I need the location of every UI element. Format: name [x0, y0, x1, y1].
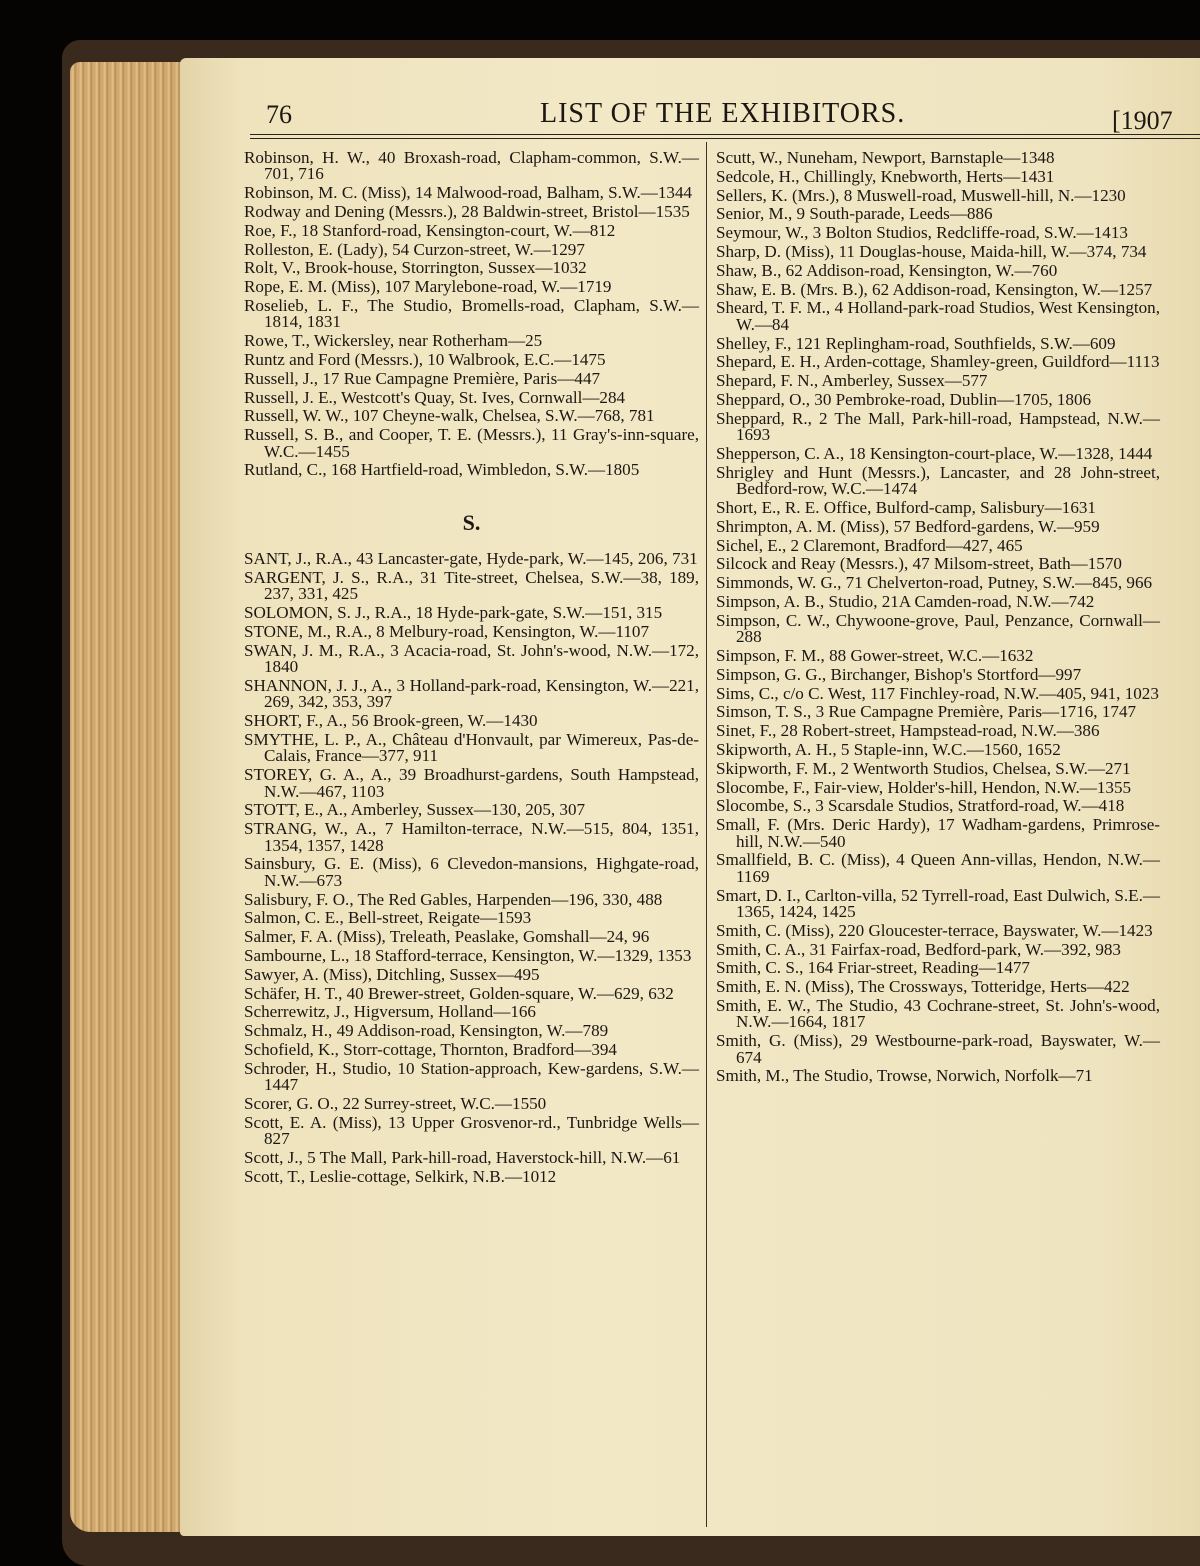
exhibitor-entry: SWAN, J. M., R.A., 3 Acacia-road, St. John's-wood, N.W.—172, 1840 — [244, 640, 699, 677]
exhibitor-entry: Sawyer, A. (Miss), Ditchling, Sussex—495 — [244, 964, 540, 984]
page-number: 76 — [266, 100, 292, 129]
exhibitor-entry: Russell, S. B., and Cooper, T. E. (Messrs.), 11 Gray's-inn-square, W.C.—1455 — [244, 425, 699, 461]
exhibitor-entry: Simpson, G. G., Birchanger, Bishop's Stortford—997 — [716, 664, 1082, 684]
exhibitor-entry: Smart, D. I., Carlton-villa, 52 Tyrrell-road, East Dulwich, S.E.—1365, 1424, 1425 — [716, 885, 1160, 921]
column-divider — [706, 142, 707, 1527]
exhibitor-entry: Schroder, H., Studio, 10 Station-approach, Kew-gardens, S.W.—1447 — [244, 1058, 699, 1095]
exhibitor-entry: Smallfield, B. C. (Miss), 4 Queen Ann-villas, Hendon, N.W.—1169 — [716, 850, 1160, 886]
exhibitor-entry: Sheard, T. F. M., 4 Holland-park-road Studios, West Kensington, W.—84 — [716, 298, 1160, 334]
exhibitor-entry: Skipworth, F. M., 2 Wentworth Studios, Chelsea, S.W.—271 — [716, 758, 1131, 778]
exhibitor-entry: Shepard, E. H., Arden-cottage, Shamley-green, Guildford—1113 — [716, 352, 1160, 372]
exhibitor-entry: Schofield, K., Storr-cottage, Thornton, Bradford—394 — [244, 1039, 617, 1059]
exhibitor-entry: SANT, J., R.A., 43 Lancaster-gate, Hyde-park, W.—145, 206, 731 — [244, 549, 698, 569]
exhibitor-entry: Schäfer, H. T., 40 Brewer-street, Golden-square, W.—629, 632 — [244, 983, 674, 1003]
exhibitor-entry: STRANG, W., A., 7 Hamilton-terrace, N.W.—515, 804, 1351, 1354, 1357, 1428 — [244, 819, 699, 855]
exhibitor-entry: Rolt, V., Brook-house, Storrington, Sussex—1032 — [244, 258, 587, 278]
exhibitor-entry: Sedcole, H., Chillingly, Knebworth, Herts—1431 — [716, 166, 1055, 186]
exhibitor-entry: Russell, J. E., Westcott's Quay, St. Ives, Cornwall—284 — [244, 387, 626, 407]
exhibitor-entry: Simson, T. S., 3 Rue Campagne Première, Paris—1716, 1747 — [716, 702, 1137, 722]
section-letter: S. — [462, 509, 481, 535]
exhibitor-entry: Slocombe, S., 3 Scarsdale Studios, Stratford-road, W.—418 — [716, 796, 1125, 816]
exhibitor-entry: SHORT, F., A., 56 Brook-green, W.—1430 — [244, 711, 538, 731]
exhibitor-entry: Shaw, E. B. (Mrs. B.), 62 Addison-road, Kensington, W.—1257 — [716, 279, 1153, 299]
exhibitor-entry: Sims, C., c/o C. West, 117 Finchley-road, N.W.—405, 941, 1023 — [716, 683, 1159, 703]
exhibitor-entry: Shrimpton, A. M. (Miss), 57 Bedford-gardens, W.—959 — [716, 516, 1100, 536]
exhibitor-entry: Robinson, M. C. (Miss), 14 Malwood-road, Balham, S.W.—1344 — [244, 183, 693, 203]
exhibitor-entry: Shelley, F., 121 Replingham-road, Southfields, S.W.—609 — [716, 333, 1116, 353]
exhibitor-entry: Schmalz, H., 49 Addison-road, Kensington, W.—789 — [244, 1021, 609, 1041]
exhibitor-entry: Skipworth, A. H., 5 Staple-inn, W.C.—1560, 1652 — [716, 739, 1061, 759]
exhibitor-entry: Smith, M., The Studio, Trowse, Norwich, Norfolk—71 — [716, 1066, 1093, 1086]
exhibitor-entry: Rutland, C., 168 Hartfield-road, Wimbledon, S.W.—1805 — [244, 460, 640, 480]
exhibitor-entry: Scherrewitz, J., Higversum, Holland—166 — [244, 1002, 536, 1022]
exhibitor-entry: Salisbury, F. O., The Red Gables, Harpenden—196, 330, 488 — [244, 889, 663, 909]
exhibitor-entry: Slocombe, F., Fair-view, Holder's-hill, Hendon, N.W.—1355 — [716, 777, 1132, 797]
exhibitor-entry: Simpson, C. W., Chywoone-grove, Paul, Penzance, Cornwall—288 — [716, 610, 1160, 647]
exhibitor-entry: Rolleston, E. (Lady), 54 Curzon-street, W.—1297 — [244, 239, 585, 259]
exhibitor-entry: Scott, E. A. (Miss), 13 Upper Grosvenor-rd., Tunbridge Wells—827 — [244, 1112, 699, 1149]
exhibitor-entry: Sainsbury, G. E. (Miss), 6 Clevedon-mansions, Highgate-road, N.W.—673 — [244, 854, 699, 890]
exhibitor-entry: Short, E., R. E. Office, Bulford-camp, Salisbury—1631 — [716, 497, 1096, 517]
exhibitor-entry: Sichel, E., 2 Claremont, Bradford—427, 465 — [716, 535, 1023, 555]
page-header — [180, 58, 1200, 138]
book-page — [180, 58, 1200, 1536]
exhibitor-entry: Simmonds, W. G., 71 Chelverton-road, Putney, S.W.—845, 966 — [716, 573, 1153, 593]
exhibitor-entry: Scorer, G. O., 22 Surrey-street, W.C.—1550 — [244, 1093, 547, 1113]
exhibitor-entry: Shaw, B., 62 Addison-road, Kensington, W.—760 — [716, 260, 1058, 280]
exhibitor-entry: SARGENT, J. S., R.A., 31 Tite-street, Chelsea, S.W.—38, 189, 237, 331, 425 — [244, 567, 699, 604]
exhibitor-entry: Smith, C. S., 164 Friar-street, Reading—1477 — [716, 958, 1030, 978]
entry-list-r — [244, 150, 699, 479]
exhibitor-entry: Salmer, F. A. (Miss), Treleath, Peaslake, Gomshall—24, 96 — [244, 927, 650, 947]
exhibitor-entry: Simpson, F. M., 88 Gower-street, W.C.—1632 — [716, 645, 1034, 665]
exhibitor-entry: Shrigley and Hunt (Messrs.), Lancaster, and 28 John-street, Bedford-row, W.C.—1474 — [716, 462, 1160, 499]
exhibitor-entry: Senior, M., 9 South-parade, Leeds—886 — [716, 204, 993, 224]
exhibitor-entry: STOREY, G. A., A., 39 Broadhurst-gardens, South Hampstead, N.W.—467, 1103 — [244, 765, 699, 801]
exhibitor-entry: Scott, T., Leslie-cottage, Selkirk, N.B.—1012 — [244, 1166, 557, 1186]
exhibitor-entry: Small, F. (Mrs. Deric Hardy), 17 Wadham-gardens, Primrose-hill, N.W.—540 — [716, 815, 1160, 851]
page-year: [1907 — [1112, 106, 1173, 135]
exhibitor-entry: Russell, W. W., 107 Cheyne-walk, Chelsea, S.W.—768, 781 — [244, 406, 655, 426]
entry-list-s — [244, 551, 699, 1185]
exhibitor-entry: Simpson, A. B., Studio, 21A Camden-road, N.W.—742 — [716, 591, 1095, 611]
exhibitor-entry: Roselieb, L. F., The Studio, Bromells-road, Clapham, S.W.—1814, 1831 — [244, 295, 699, 332]
page-title: LIST OF THE EXHIBITORS. — [540, 98, 906, 129]
exhibitor-entry: Sharp, D. (Miss), 11 Douglas-house, Maida-hill, W.—374, 734 — [716, 241, 1147, 261]
exhibitor-entry: SMYTHE, L. P., A., Château d'Honvault, par Wimereux, Pas-de-Calais, France—377, 911 — [244, 729, 699, 766]
exhibitor-entry: Rope, E. M. (Miss), 107 Marylebone-road, W.—1719 — [244, 277, 612, 297]
exhibitor-entry: Shepard, F. N., Amberley, Sussex—577 — [716, 371, 988, 391]
header-rule — [250, 138, 1200, 139]
exhibitor-entry: Smith, E. W., The Studio, 43 Cochrane-street, St. John's-wood, N.W.—1664, 1817 — [716, 995, 1160, 1032]
exhibitor-entry: Russell, J., 17 Rue Campagne Première, Paris—447 — [244, 368, 601, 388]
exhibitor-entry: Smith, C. A., 31 Fairfax-road, Bedford-park, W.—392, 983 — [716, 939, 1121, 959]
exhibitor-entry: STOTT, E., A., Amberley, Sussex—130, 205, 307 — [244, 800, 586, 820]
exhibitor-entry: Silcock and Reay (Messrs.), 47 Milsom-street, Bath—1570 — [716, 554, 1122, 574]
exhibitor-entry: Salmon, C. E., Bell-street, Reigate—1593 — [244, 908, 532, 928]
exhibitor-entry: Runtz and Ford (Messrs.), 10 Walbrook, E.C.—1475 — [244, 349, 606, 369]
exhibitor-entry: Sheppard, O., 30 Pembroke-road, Dublin—1705, 1806 — [716, 389, 1092, 409]
exhibitor-entry: Rodway and Dening (Messrs.), 28 Baldwin-street, Bristol—1535 — [244, 202, 690, 221]
left-column — [244, 150, 699, 1188]
exhibitor-entry: Scutt, W., Nuneham, Newport, Barnstaple—1348 — [716, 148, 1055, 167]
exhibitor-entry: Scott, J., 5 The Mall, Park-hill-road, Haverstock-hill, N.W.—61 — [244, 1147, 681, 1167]
exhibitor-entry: SOLOMON, S. J., R.A., 18 Hyde-park-gate, S.W.—151, 315 — [244, 603, 663, 623]
exhibitor-entry: SHANNON, J. J., A., 3 Holland-park-road, Kensington, W.—221, 269, 342, 353, 397 — [244, 675, 699, 712]
exhibitor-entry: Sellers, K. (Mrs.), 8 Muswell-road, Muswell-hill, N.—1230 — [716, 185, 1126, 205]
exhibitor-entry: Smith, G. (Miss), 29 Westbourne-park-road, Bayswater, W.—674 — [716, 1031, 1160, 1067]
entry-list-s-continued — [716, 150, 1160, 1085]
exhibitor-entry: Seymour, W., 3 Bolton Studios, Redcliffe-road, S.W.—1413 — [716, 223, 1128, 243]
exhibitor-entry: Smith, E. N. (Miss), The Crossways, Totteridge, Herts—422 — [716, 977, 1130, 997]
exhibitor-entry: Robinson, H. W., 40 Broxash-road, Clapham-common, S.W.—701, 716 — [244, 148, 699, 184]
exhibitor-entry: Rowe, T., Wickersley, near Rotherham—25 — [244, 331, 543, 351]
exhibitor-entry: STONE, M., R.A., 8 Melbury-road, Kensington, W.—1107 — [244, 621, 650, 641]
exhibitor-entry: Smith, C. (Miss), 220 Gloucester-terrace, Bayswater, W.—1423 — [716, 920, 1153, 940]
exhibitor-entry: Roe, F., 18 Stanford-road, Kensington-court, W.—812 — [244, 220, 616, 240]
exhibitor-entry: Sambourne, L., 18 Stafford-terrace, Kensington, W.—1329, 1353 — [244, 945, 692, 965]
right-column — [716, 150, 1160, 1087]
header-rule — [250, 134, 1200, 135]
exhibitor-entry: Sheppard, R., 2 The Mall, Park-hill-road, Hampstead, N.W.—1693 — [716, 408, 1160, 445]
exhibitor-entry: Sinet, F., 28 Robert-street, Hampstead-road, N.W.—386 — [716, 721, 1100, 741]
exhibitor-entry: Shepperson, C. A., 18 Kensington-court-place, W.—1328, 1444 — [716, 443, 1153, 463]
